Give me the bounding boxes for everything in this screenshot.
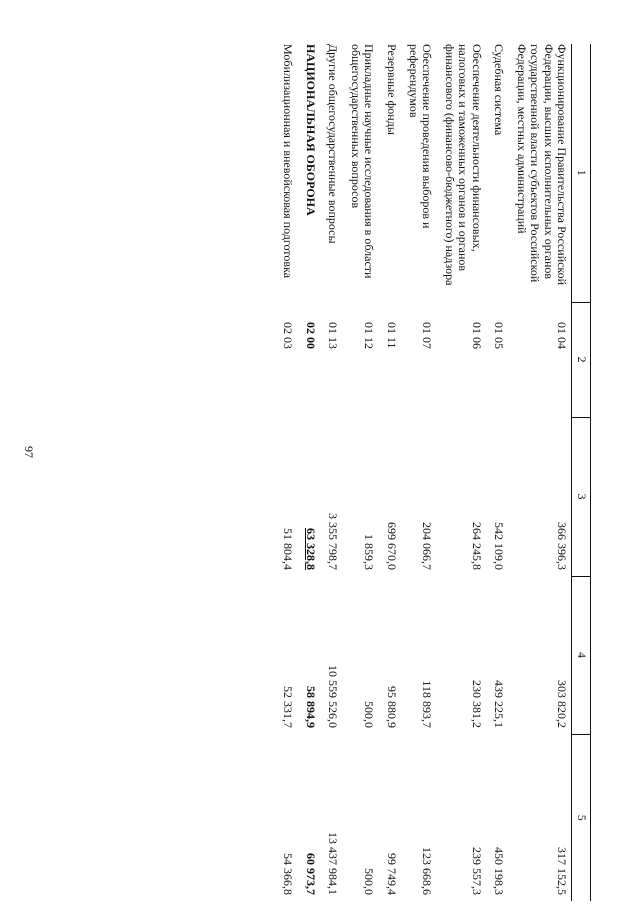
column-header: 3	[572, 417, 591, 576]
row-value-col5: 450 198,3	[492, 847, 507, 895]
section-value-col3: 63 328,8	[303, 528, 318, 570]
table-row	[275, 44, 297, 901]
table-row	[508, 44, 571, 901]
table-header-row	[572, 44, 591, 901]
section-name: НАЦИОНАЛЬНАЯ ОБОРОНА	[303, 44, 318, 216]
row-value-col5: 239 557,3	[469, 847, 484, 895]
row-value-col5: 500,0	[362, 868, 377, 895]
row-value-col3: 3 355 798,7	[326, 513, 341, 570]
row-name: Функционирование Правительства Российской Федерации, высших исполнительных органов государственной власти субъектов Российской Федерации, местных администраций	[514, 44, 569, 286]
table-row	[437, 44, 486, 901]
row-value-col4: 439 225,1	[492, 680, 507, 728]
row-code: 01 13	[326, 322, 341, 349]
column-header: 5	[572, 734, 591, 901]
row-code: 01 04	[555, 322, 569, 349]
row-value-col4: 10 559 526,0	[326, 665, 341, 728]
table-row	[378, 44, 400, 901]
column-header: 1	[572, 44, 591, 302]
row-value-col4: 52 331,7	[281, 686, 296, 728]
row-value-col4: 95 880,9	[384, 686, 399, 728]
table-row	[320, 44, 342, 901]
table-row	[401, 44, 437, 901]
row-value-col4: 303 820,2	[555, 680, 569, 728]
row-code: 01 05	[492, 322, 507, 349]
row-name: Обеспечение проведения выборов и референдумов	[407, 44, 435, 229]
row-code: 02 03	[281, 322, 296, 349]
row-name: Мобилизационная и вневойсковая подготовка	[281, 44, 296, 279]
budget-table	[275, 44, 591, 901]
row-value-col5: 317 152,5	[555, 847, 569, 895]
table-row	[486, 44, 508, 901]
row-name: Судебная система	[492, 44, 507, 136]
row-value-col4: 118 893,7	[420, 680, 435, 728]
row-code: 01 11	[384, 322, 399, 349]
row-name: Обеспечение деятельности финансовых, налоговых и таможенных органов и органов финансового (финансово-бюджетного) надзора	[442, 44, 484, 286]
table-row-section	[297, 44, 319, 901]
row-code: 01 06	[469, 322, 484, 349]
row-value-col3: 1 859,3	[362, 534, 377, 570]
row-value-col5: 99 749,4	[384, 853, 399, 895]
row-value-col3: 264 245,8	[469, 522, 484, 570]
row-value-col5: 123 668,6	[420, 847, 435, 895]
rotated-table-container	[61, 44, 591, 901]
row-name: Резервные фонды	[384, 44, 399, 135]
row-value-col3: 51 804,4	[281, 528, 296, 570]
row-value-col3: 204 066,7	[420, 522, 435, 570]
row-value-col3: 366 396,3	[555, 522, 569, 570]
row-value-col5: 54 366,8	[281, 853, 296, 895]
row-value-col4: 500,0	[362, 701, 377, 728]
section-code: 02 00	[303, 322, 318, 349]
row-code: 01 07	[420, 322, 435, 349]
page-number: 97	[22, 446, 36, 458]
row-code: 01 12	[362, 322, 377, 349]
section-value-col4: 58 894,9	[303, 686, 318, 728]
row-name: Прикладные научные исследования в области общегосударственных вопросов	[348, 44, 377, 279]
row-value-col4: 230 381,2	[469, 680, 484, 728]
column-header: 2	[572, 302, 591, 417]
column-header: 4	[572, 576, 591, 734]
row-value-col3: 699 670,0	[384, 522, 399, 570]
row-value-col3: 542 109,0	[492, 522, 507, 570]
row-name: Другие общегосударственные вопросы	[326, 44, 341, 244]
row-value-col5: 13 437 984,1	[326, 832, 341, 895]
table-row	[342, 44, 378, 901]
section-value-col5: 60 973,7	[303, 853, 318, 895]
